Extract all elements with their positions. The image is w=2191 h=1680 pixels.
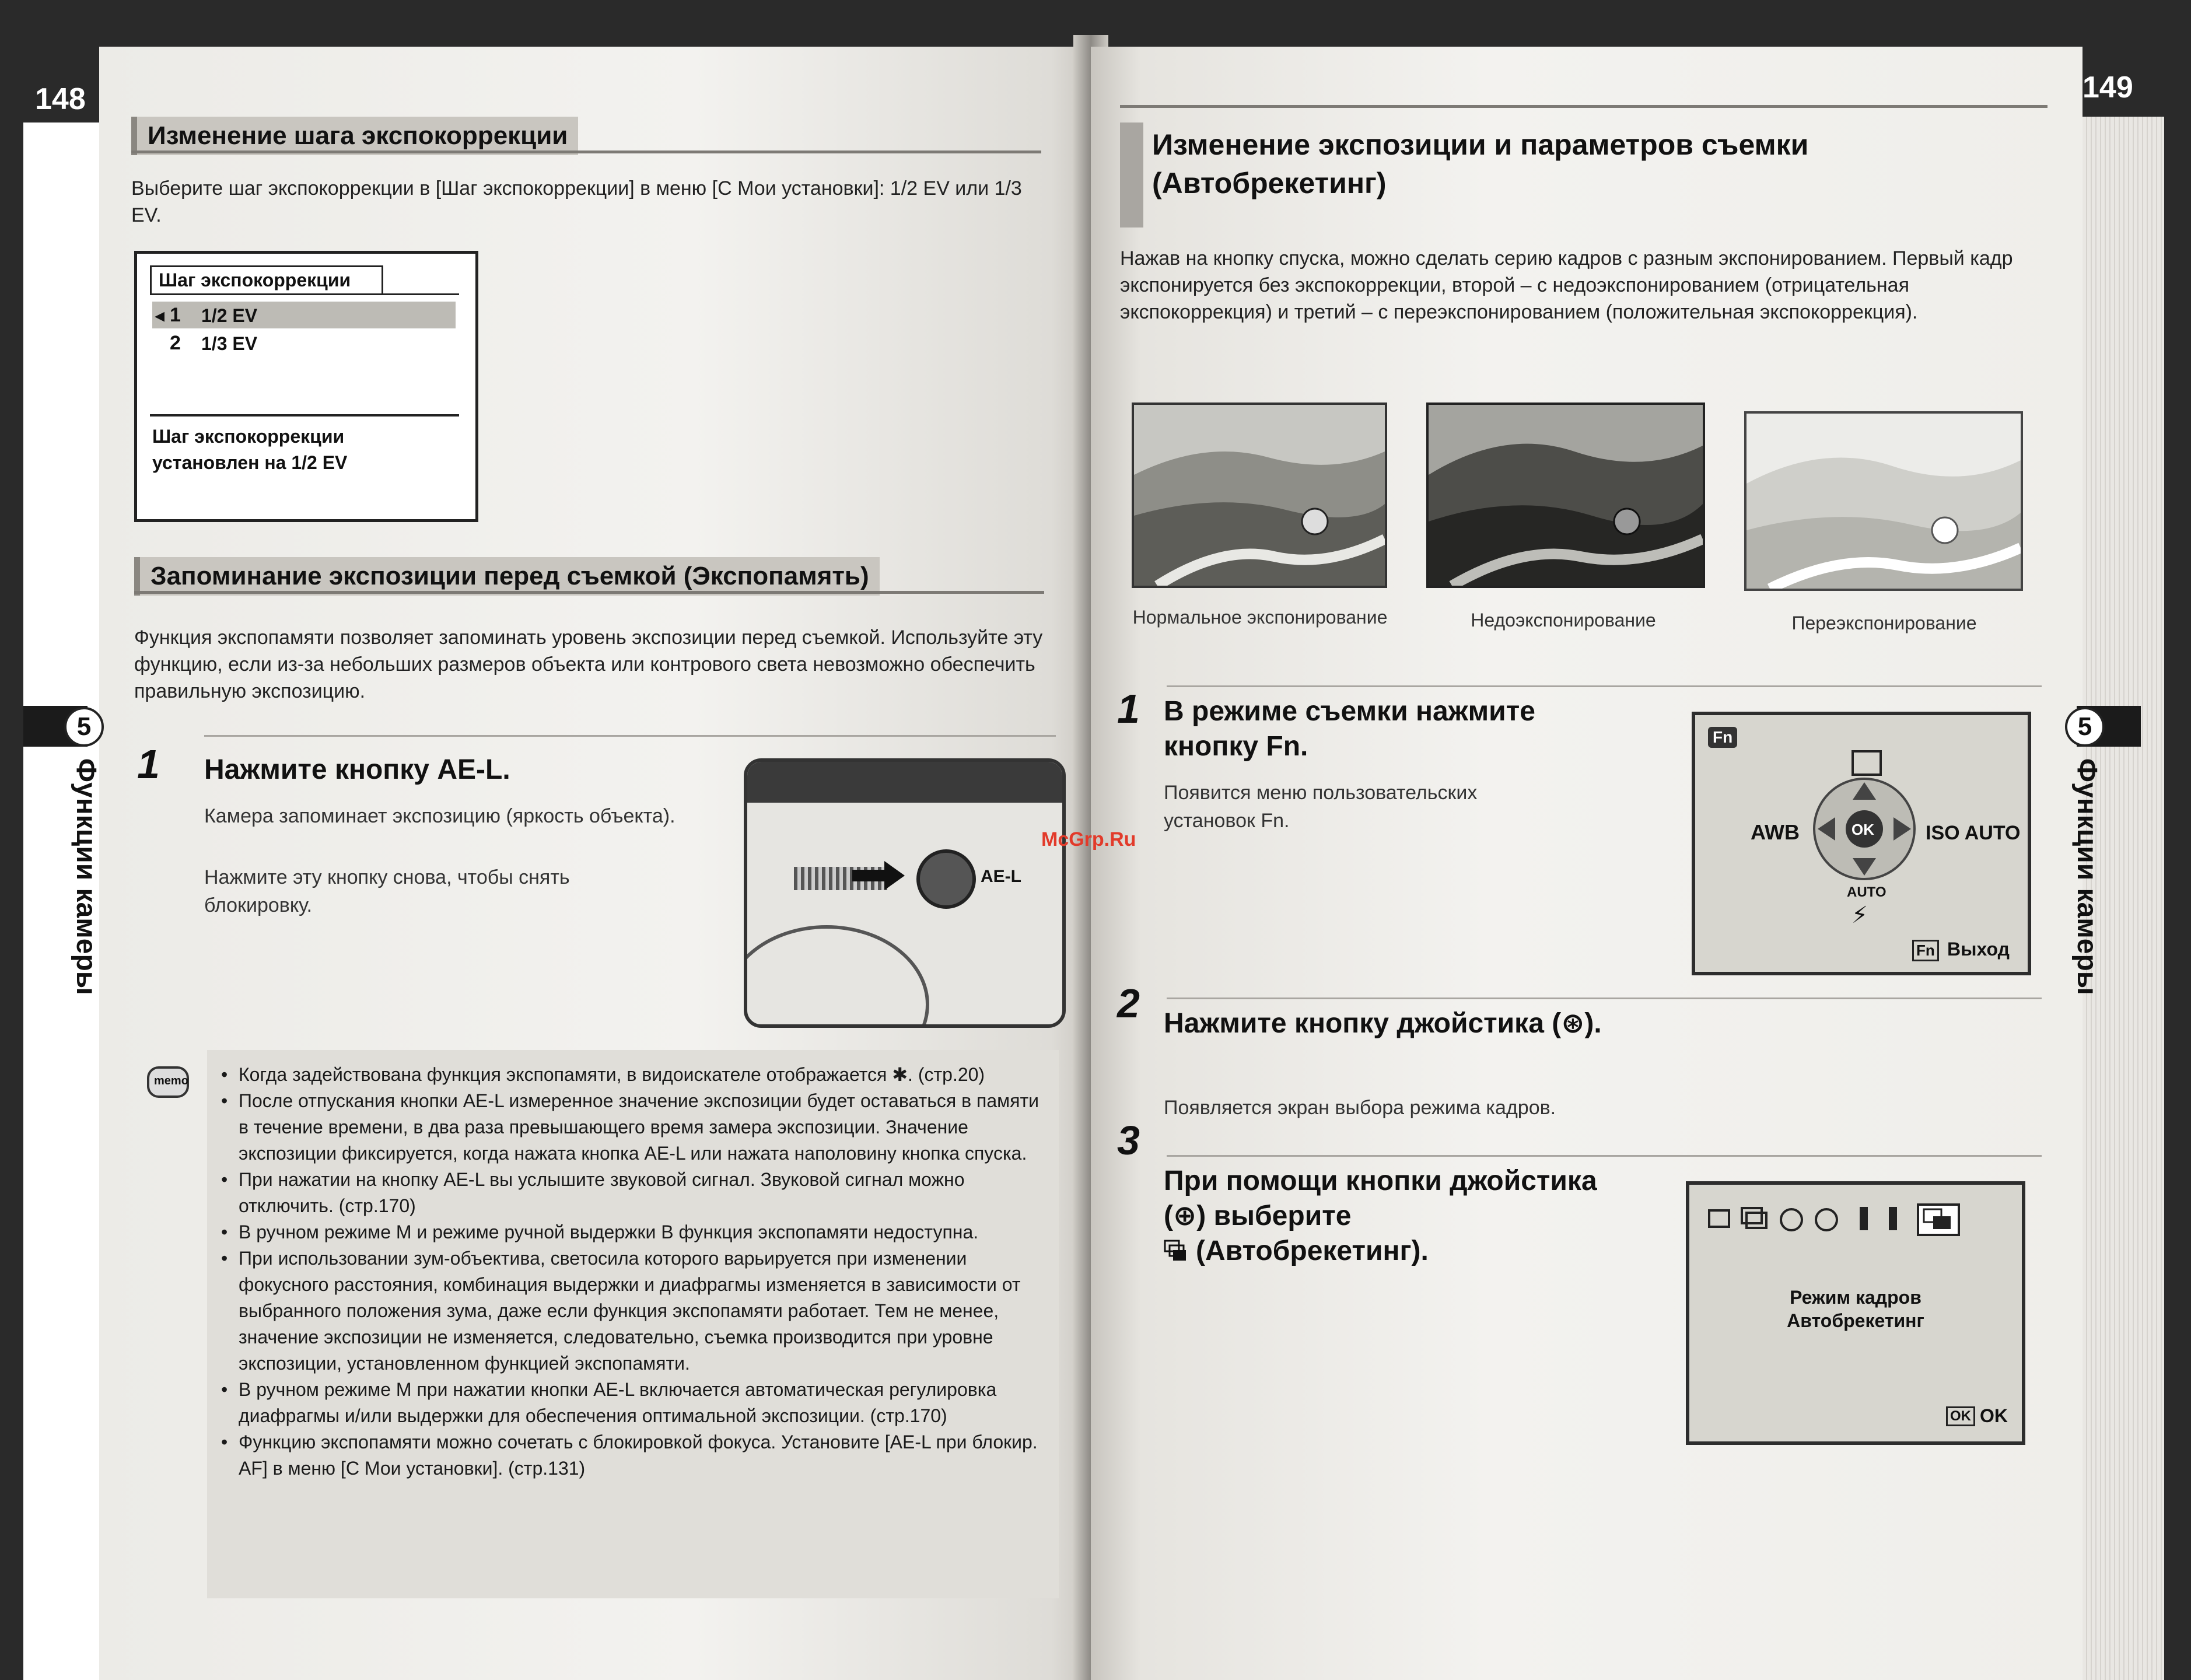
- memo-item: • Функцию экспопамяти можно сочетать с блокировкой фокуса. Установите [AE-L при блокир. AF] в меню [C Мои установки]. (стр.131): [219, 1429, 1047, 1482]
- ok-label: OK: [1980, 1405, 2008, 1426]
- section-heading-ae-lock: Запоминание экспозиции перед съемкой (Экспопамять): [134, 557, 880, 596]
- menu-item-label: 1/3 EV: [201, 333, 258, 354]
- normal-exposure-image: [1132, 402, 1387, 588]
- ae-l-label: AE-L: [981, 867, 1021, 886]
- arrow-icon: [852, 861, 905, 890]
- step-divider: [1167, 1155, 2042, 1157]
- underexposure-image: [1426, 402, 1705, 588]
- ev-step-menu-screen: [134, 251, 478, 522]
- step-text: Появится меню пользовательских установок Fn.: [1164, 782, 1478, 832]
- lcd-line1: Режим кадров: [1790, 1287, 1922, 1308]
- menu-item-label: 1/2 EV: [201, 305, 258, 326]
- step-number: 3: [1117, 1118, 1140, 1163]
- fn-badge: Fn: [1708, 727, 1737, 748]
- step-title-line2: (⊕) выберите: [1164, 1200, 1352, 1231]
- section-heading-ev-step: Изменение шага экспокоррекции: [131, 117, 578, 155]
- left-chapter-number: 5: [64, 707, 104, 747]
- heading-accent-bar: [1120, 123, 1143, 228]
- memo-item: • В ручном режиме M и режиме ручной выдержки B функция экспопамяти недоступна.: [219, 1219, 1047, 1245]
- left-page-number: 148: [35, 82, 86, 116]
- memo-item: • При нажатии на кнопку AE-L вы услышите звуковой сигнал. Звуковой сигнал можно отключить. (стр.170): [219, 1167, 1047, 1219]
- menu-tab-line: [150, 293, 459, 295]
- memo-box: [207, 1050, 1059, 1598]
- caption-under: Недоэкспонирование: [1471, 610, 1656, 631]
- right-intro-text: Нажав на кнопку спуска, можно сделать серию кадров с разным экспонированием. Первый кадр экспонируется без экспокоррекции, второй – с недоэкспонированием (отрицательная экспокоррекция) и третий – с переэкспонированием (положительная экспокоррекция).: [1120, 247, 2013, 323]
- exit-key: Fn: [1912, 940, 1939, 961]
- step-title-line3: (Автобрекетинг).: [1196, 1236, 1429, 1266]
- step-title: Нажмите кнопку AE-L.: [204, 754, 510, 785]
- section2-text: Функция экспопамяти позволяет запоминать уровень экспозиции перед съемкой. Используйте эту функцию, если из-за небольших размеров объекта или контрового света невозможно обеспечить правильную экспозицию.: [134, 626, 1043, 702]
- caption-normal: Нормальное экспонирование: [1132, 607, 1388, 628]
- step-text: Появляется экран выбора режима кадров.: [1164, 1097, 1556, 1119]
- exit-label: Выход: [1947, 939, 2010, 960]
- lcd-line2: Автобрекетинг: [1787, 1310, 1924, 1331]
- right-heading: Изменение экспозиции и параметров съемки (Автобрекетинг): [1152, 128, 1809, 200]
- step-number: 1: [137, 741, 160, 787]
- menu-divider: [150, 414, 459, 416]
- step-divider: [1167, 685, 2042, 687]
- step-divider: [1167, 998, 2042, 999]
- step-title: В режиме съемки нажмите кнопку Fn.: [1164, 696, 1535, 762]
- camera-top: [747, 762, 1062, 803]
- camera-dial: [744, 925, 929, 1028]
- drive-mode-lcd: [1686, 1181, 2025, 1445]
- step-title: Нажмите кнопку джойстика (⊛).: [1164, 1008, 1602, 1039]
- menu-tab: Шаг экспокоррекции: [150, 265, 383, 293]
- menu-item[interactable]: [152, 330, 456, 356]
- right-chapter-number: 5: [2065, 707, 2105, 747]
- bracketing-icon: [1164, 1240, 1187, 1263]
- step-divider: [204, 735, 1056, 737]
- ok-key: OK: [1946, 1406, 1975, 1426]
- step-text-1: Камера запоминает экспозицию (яркость объекта).: [204, 805, 676, 827]
- section-rule: [134, 591, 1044, 594]
- memo-icon: [146, 1062, 192, 1102]
- section-rule: [1120, 105, 2048, 108]
- lcd-bottom-label: AUTO: [1847, 884, 1887, 900]
- section1-text: Выберите шаг экспокоррекции в [Шаг экспокоррекции] в меню [C Мои установки]: 1/2 EV или 1/3 EV.: [131, 177, 1022, 226]
- right-page-number: 149: [2082, 71, 2133, 104]
- memo-icon-label: memo: [154, 1074, 188, 1087]
- selection-arrow-icon: ◂: [155, 304, 165, 327]
- step-number: 2: [1117, 981, 1140, 1026]
- menu-status-line2: установлен на 1/2 EV: [152, 452, 348, 473]
- drive-mode-icon: [1852, 750, 1882, 776]
- memo-item: • Когда задействована функция экспопамяти, в видоискателе отображается ✱. (стр.20): [219, 1062, 1047, 1088]
- ae-l-button[interactable]: [916, 849, 976, 909]
- caption-over: Переэкспонирование: [1791, 612, 1977, 634]
- menu-item-number: 2: [170, 332, 181, 354]
- ok-label: OK: [1852, 821, 1874, 838]
- memo-item: • В ручном режиме M при нажатии кнопки AE-L включается автоматическая регулировка диафрагмы и/или выдержки для обеспечения оптимальной экспозиции. (стр.170): [219, 1377, 1047, 1429]
- fn-menu-lcd: [1692, 712, 2031, 975]
- left-chapter-title: Функции камеры: [71, 758, 102, 995]
- watermark: McGrp.Ru: [1041, 828, 1136, 850]
- step-number: 1: [1117, 686, 1140, 732]
- overexposure-image: [1744, 411, 2023, 591]
- menu-item-selected[interactable]: [152, 302, 456, 328]
- section-rule: [131, 150, 1041, 153]
- lcd-right-label: ISO AUTO: [1926, 822, 2021, 844]
- four-way-controller-icon[interactable]: [1812, 776, 1917, 881]
- flash-icon: ⚡: [1852, 902, 1868, 928]
- drive-mode-icon-row: [1707, 1202, 2004, 1237]
- right-chapter-title: Функции камеры: [2071, 758, 2102, 995]
- menu-item-number: 1: [170, 304, 181, 326]
- memo-item: • При использовании зум-объектива, светосила которого варьируется при изменении фокусного расстояния, комбинация выдержки и диафрагмы изменяется в зависимости от выбранного положения зума, даже если функция экспопамяти работает. Тем не менее, значение экспозиции не изменяется, следовательно, съемка производится при уровне экспозиции, установленном функцией экспопамяти.: [219, 1245, 1047, 1377]
- lcd-left-label: AWB: [1751, 820, 1800, 844]
- step-title-line1: При помощи кнопки джойстика: [1164, 1166, 1597, 1196]
- step-text-2: Нажмите эту кнопку снова, чтобы снять блокировку.: [204, 866, 570, 916]
- menu-status-line1: Шаг экспокоррекции: [152, 426, 345, 447]
- memo-item: • После отпускания кнопки AE-L измеренное значение экспозиции будет оставаться в памяти в течение времени, в два раза превышающего время замера экспозиции. Значение экспозиции фиксируется, когда нажата кнопка AE-L или нажата наполовину кнопка спуска.: [219, 1088, 1047, 1167]
- camera-ae-l-illustration: [744, 758, 1066, 1028]
